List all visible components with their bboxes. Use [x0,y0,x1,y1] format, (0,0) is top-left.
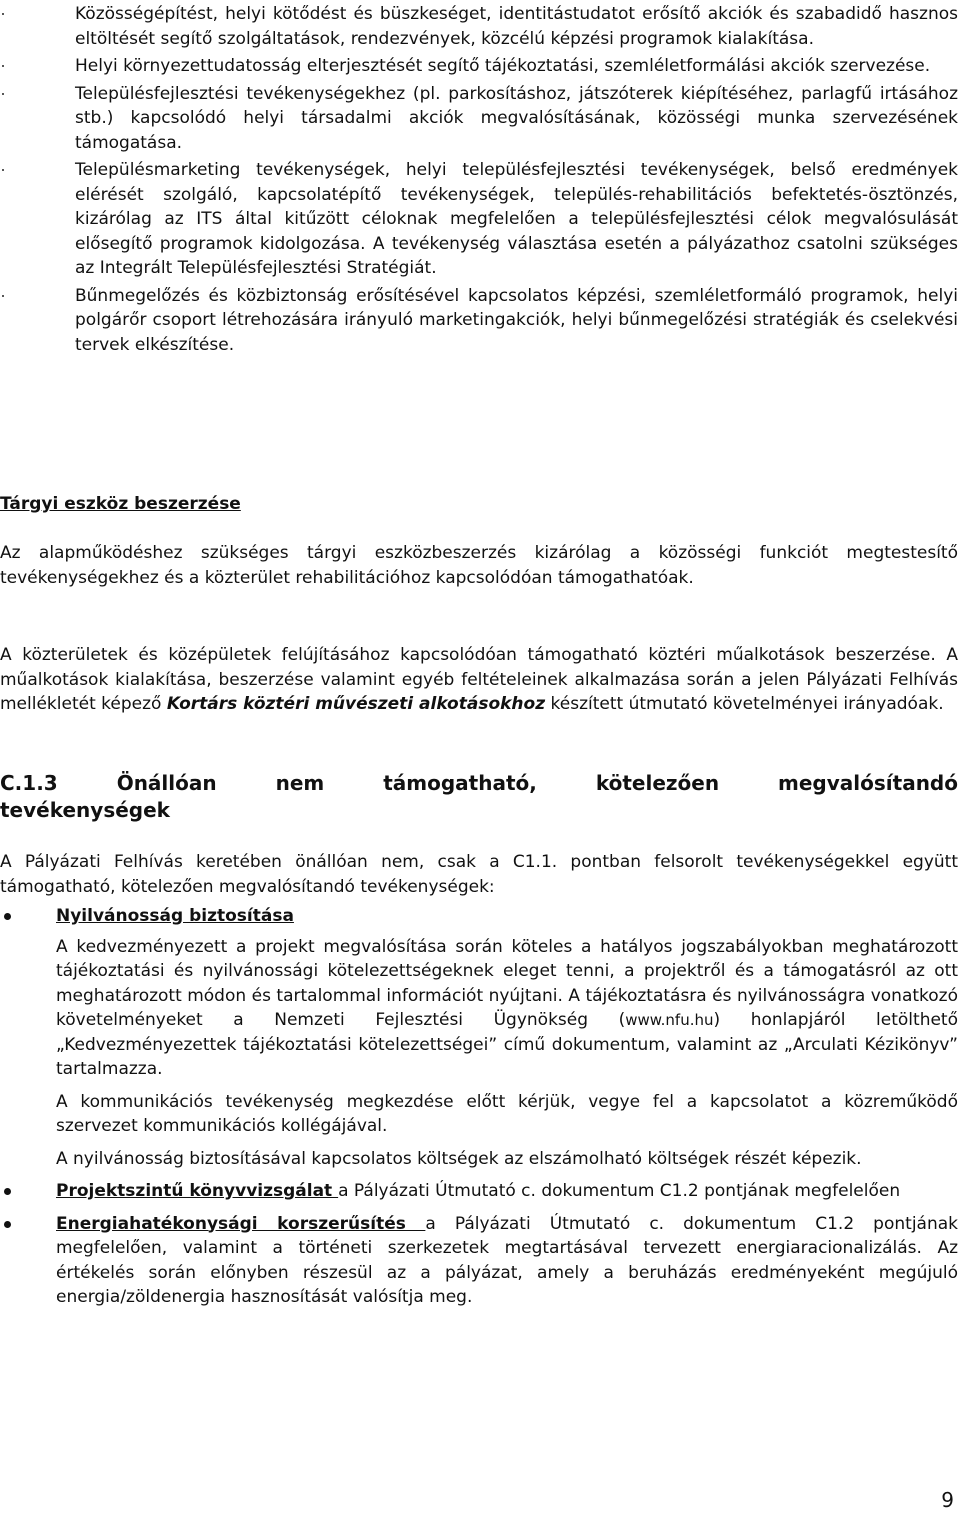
list-item [0,1212,958,1310]
bullet-dot-icon [2,65,4,67]
heading-word: kötelezően [595,771,720,795]
website-link[interactable]: www.nfu.hu [625,1011,714,1029]
subsection-heading-line2: tevékenységek [0,798,170,822]
emphasized-title: Kortárs köztéri művészeti alkotásokhoz [166,694,546,714]
bullet-icon [4,1221,11,1228]
paragraph-text: ) honlapjáról letölthető „Kedvezményezettek tájékoztatási kötelezettségei” című dokumentum, valamint az „Arculati Kézikönyv” tartalmazza. [56,1010,958,1079]
list-item [0,158,958,281]
heading-word: támogatható, [383,771,537,795]
heading-word: Önállóan [116,771,217,795]
list-item-text: a Pályázati Útmutató c. dokumentum C1.2 pontjának megfelelően, valamint a történeti szerkezetek megtartásával tervezett energiaracionalizálás. Az értékelés során előnyben részesül az a pályázat, amely a beruházás eredményeként megújuló energia/zöldenergia hasznosítását valósítja meg. [56,1213,958,1307]
paragraph: A kommunikációs tevékenység megkezdése előtt kérjük, vegye fel a kapcsolatot a közreműködő szervezet kommunikációs kollégájával. [56,1091,958,1136]
bullet-title: Projektszintű könyvvizsgálat [56,1181,339,1201]
list-item-text: Bűnmegelőzés és közbiztonság erősítésével kapcsolatos képzési, szemléletformáló programok, helyi polgárőr csoport létrehozására irányuló marketingakciók, helyi bűnmegelőzési stratégiák és cselekvési tervek elkészítése. [75,285,958,355]
paragraph [0,643,958,717]
list-item-text: a Pályázati Útmutató c. dokumentum C1.2 pontjának megfelelően [338,1181,901,1201]
list-item-text: Közösségépítést, helyi kötődést és büszkeséget, identitástudatot erősítő akciók és szabadidő hasznos eltöltését segítő szolgáltatások, rendezvények, közcélú képzési programok kialakítása. [75,4,958,49]
list-item [0,1179,958,1204]
heading-word: C.1.3 [0,771,58,795]
bullet-title: Energiahatékonysági korszerűsítés [56,1213,426,1234]
paragraph-text: A kedvezményezett a projekt megvalósítása során köteles a hatályos jogszabályokban meghatározott tájékoztatási és nyilvánossági kötelezettségeknek eleget tenni, a projektről és a támogatásról az ott meghatározott módon és tartalommal információt nyújtani. A tájékoztatásra és nyilvánosságra vonatkozó követelményeket a Nemzeti Fejlesztési Ügynökség ( [56,936,958,1030]
list-item-text: Helyi környezettudatosság elterjesztését segítő tájékoztatási, szemléletformálási akciók szervezése. [75,56,931,76]
bullet-dot-icon [2,169,4,171]
paragraph [56,935,958,1082]
subsection-heading [0,770,958,797]
paragraph-text: készített útmutató követelményei irányadóak. [545,694,944,714]
list-item [0,2,958,51]
heading-word: nem [275,771,325,795]
bullet-dot-icon [2,13,4,15]
paragraph: Az alapműködéshez szükséges tárgyi eszközbeszerzés kizárólag a közösségi funkciót megtestesítő tevékenységekhez és a közterület rehabilitációhoz kapcsolódóan támogathatóak. [0,543,958,588]
paragraph: A Pályázati Felhívás keretében önállóan nem, csak a C1.1. pontban felsorolt tevékenységekkel együtt támogatható, kötelezően megvalósítandó tevékenységek: [0,852,958,897]
bullet-icon [4,1188,11,1195]
heading-word: megvalósítandó [778,771,958,795]
section-heading: Tárgyi eszköz beszerzése [0,494,241,514]
list-item [0,82,958,156]
bullet-dot-icon [2,93,4,95]
activity-list [0,2,958,360]
bullet-dot-icon [2,295,4,297]
list-item [0,284,958,358]
bullet-title: Nyilvánosság biztosítása [56,906,294,926]
list-item-text: Településmarketing tevékenységek, helyi településfejlesztési tevékenységek, belső eredmények elérését szolgáló, kapcsolatépítő tevékenységek, település-rehabilitációs befektetés-ösztönzés, kizárólag az ITS által kitűzött céloknak megfelelően a településfejlesztési célok megvalósulását elősegítő programok kidolgozása. A tevékenység választása esetén a pályázathoz csatolni szükséges az Integrált Településfejlesztési Stratégiát. [75,160,958,278]
list-item-text: Településfejlesztési tevékenységekhez (pl. parkosításhoz, játszóterek kiépítéséhez, parlagfű irtásához stb.) kapcsolódó helyi társadalmi akciók megvalósításának, közösségi munka szervezésének támogatása. [75,83,958,153]
paragraph: A nyilvánosság biztosításával kapcsolatos költségek az elszámolható költségek részét képezik. [56,1148,862,1169]
paragraph-text: A közterületek és középületek felújításához kapcsolódóan támogatható köztéri műalkotások beszerzése. A műalkotások kialakítása, beszerzése valamint egyéb feltételeinek alkalmazása során a jelen Pályázati Felhívás mellékletét képező [0,645,958,714]
page-number: 9 [941,1488,954,1512]
list-item [0,904,958,1171]
list-item [0,54,958,79]
mandatory-activity-list [0,904,958,1318]
bullet-icon [4,913,11,920]
